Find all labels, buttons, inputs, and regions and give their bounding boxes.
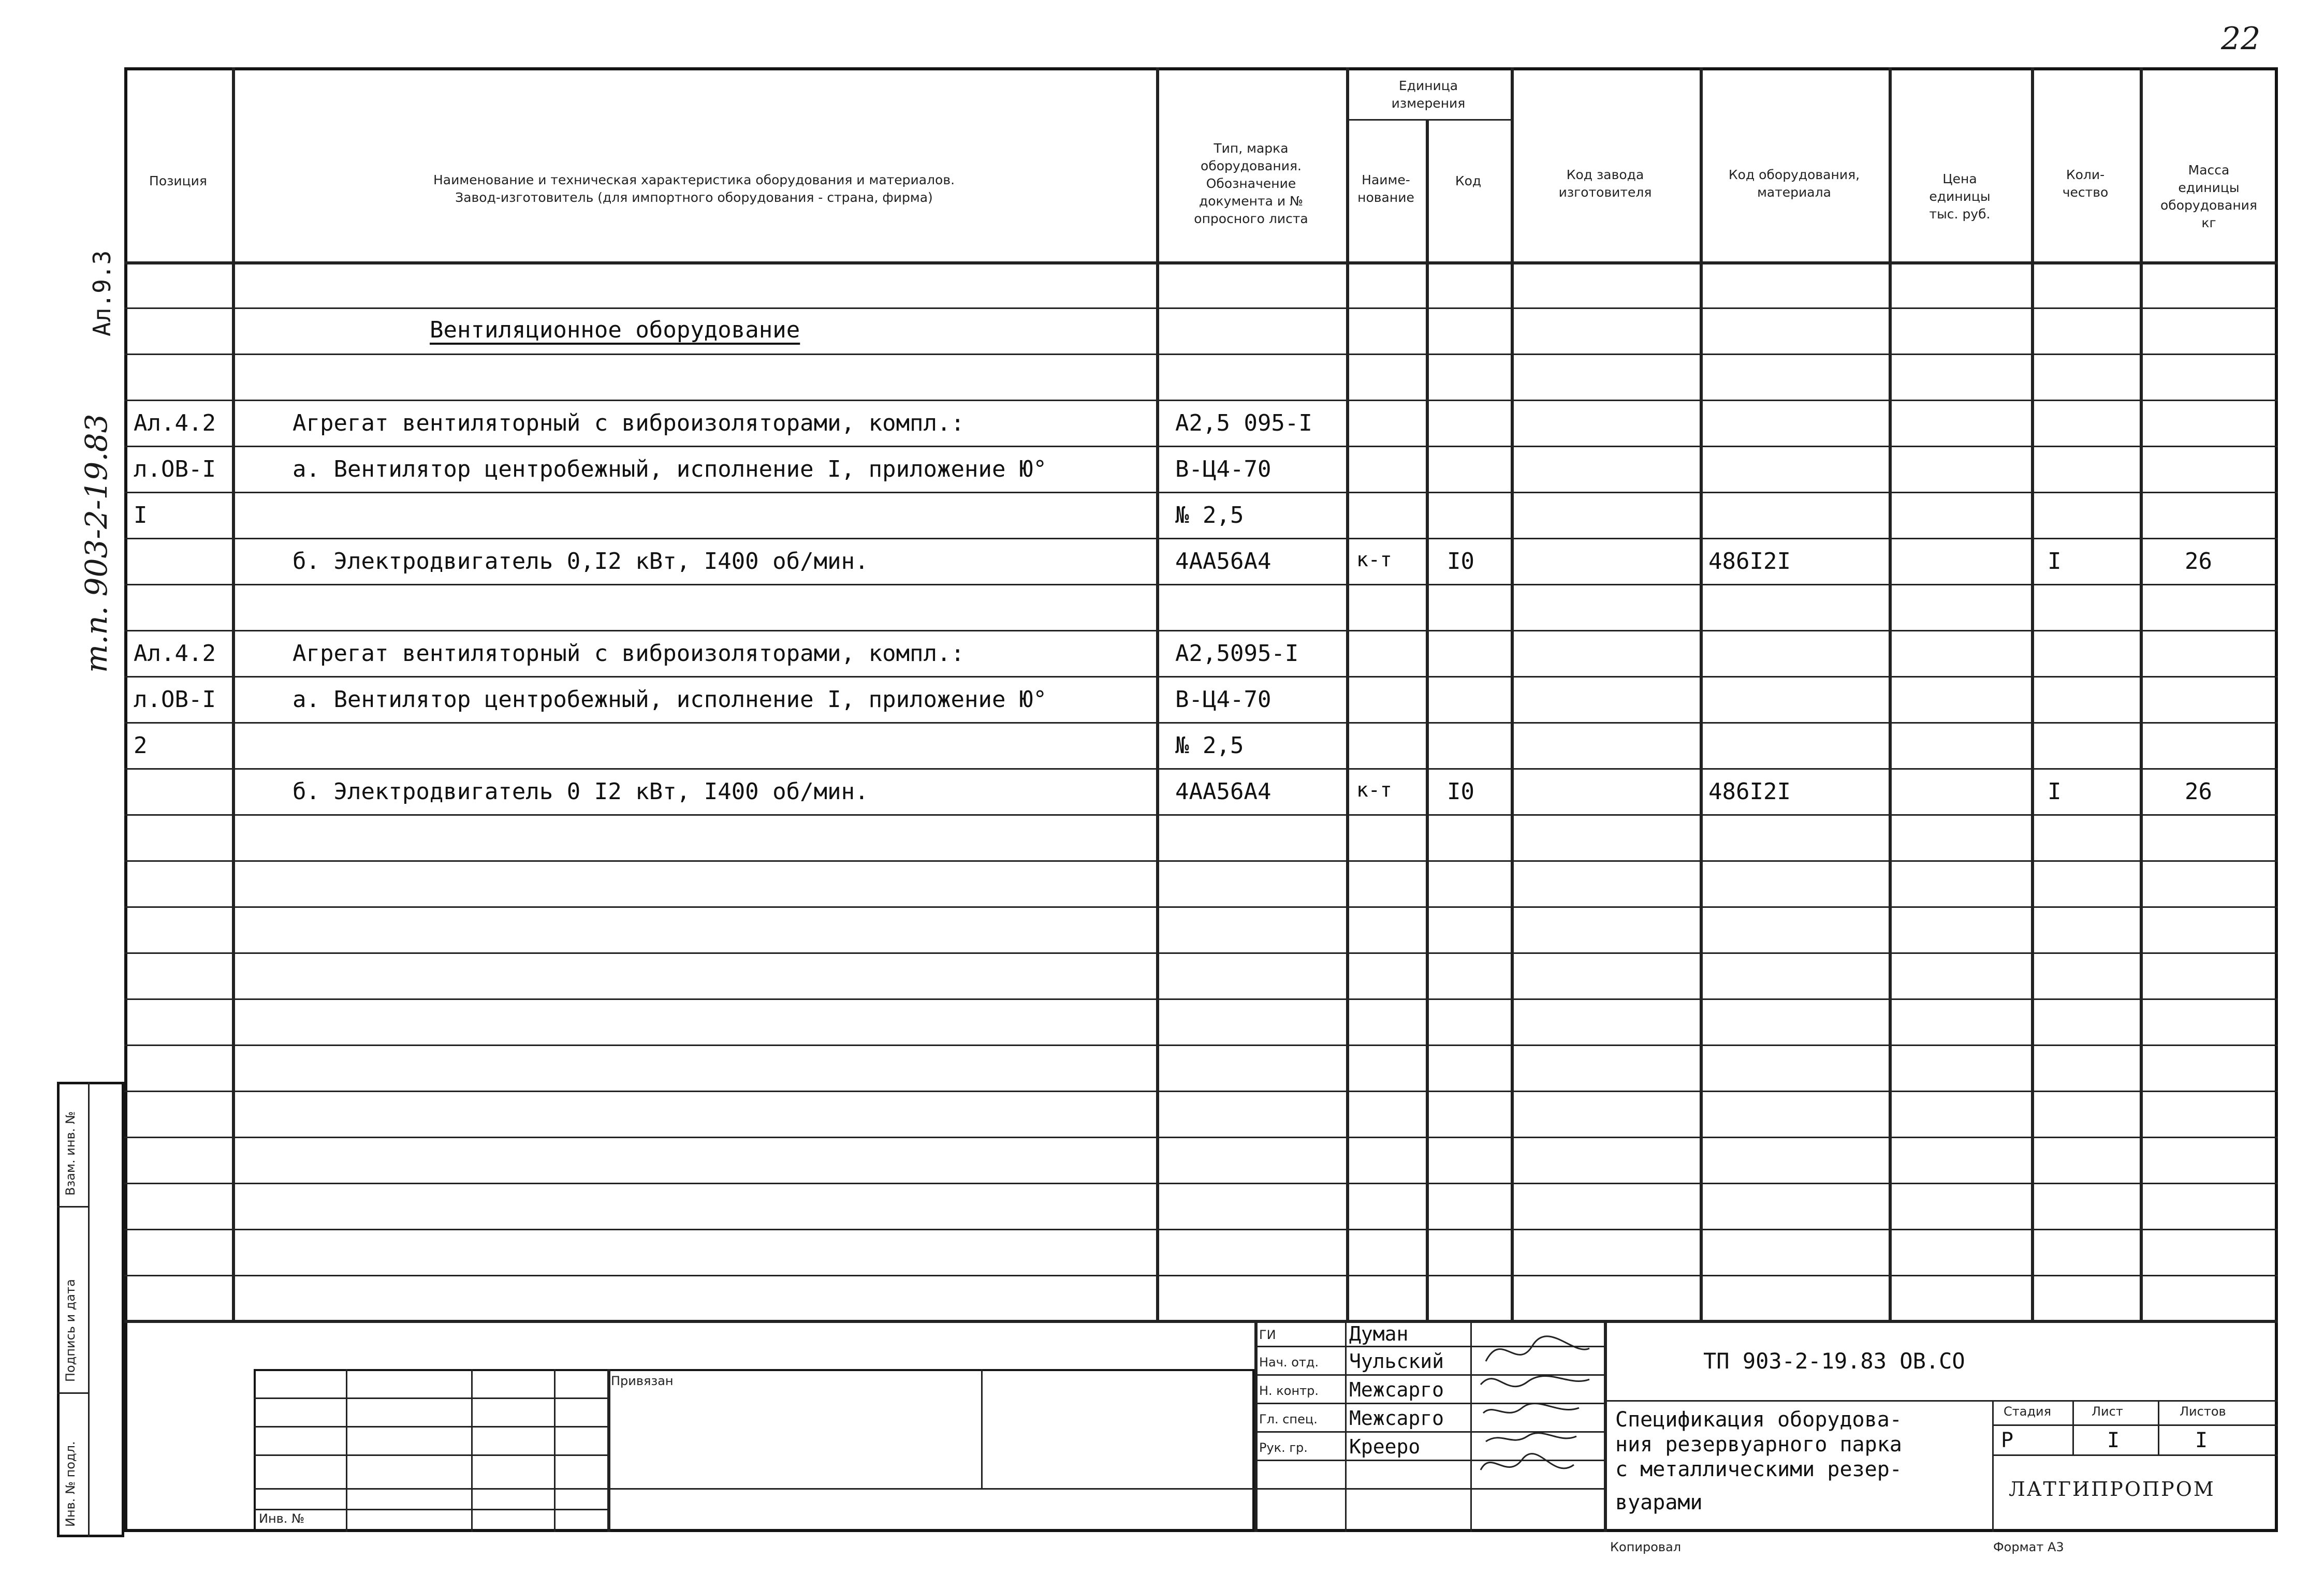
sheet-label: Лист [2092,1404,2123,1419]
row-line [124,1137,2278,1138]
copied-label: Копировал [1610,1540,1682,1554]
cell-position: Ал.4.2 [134,640,216,667]
row-line [124,1044,2278,1046]
title-line: Спецификация оборудова- [1615,1408,1902,1432]
header-mass: Масса единицы оборудования кг [2160,163,2257,230]
signatures [1470,1325,1605,1491]
cell-type: 4АА56А4 [1175,778,1271,805]
inv-no-label: Инв. № [259,1511,305,1526]
margin-album: Ал.9.3 [88,250,116,336]
row-line [124,307,2278,309]
row-line [124,860,2278,862]
cell-type: А2,5 095-I [1175,410,1312,436]
cell-position: л.ОВ-I [134,686,216,713]
sheet-value: I [2107,1429,2120,1452]
row-line [124,354,2278,355]
cell-equip-code: 486I2I [1708,778,1791,805]
row-line [124,768,2278,770]
cell-name: б. Электродвигатель 0,I2 кВт, I400 об/мин. [293,548,869,575]
row-line [124,1091,2278,1092]
row-line [124,630,2278,631]
page-number: 22 [2221,21,2261,57]
header-plant-code: Код завода изготовителя [1558,167,1652,200]
cell-qty: I [2048,548,2062,575]
role-label: Гл. спец. [1259,1412,1318,1426]
sheets-label: Листов [2180,1404,2226,1419]
row-line [124,814,2278,816]
cell-mass: 26 [2185,778,2212,805]
sheets-value: I [2195,1429,2208,1452]
row-line [124,998,2278,1000]
title-line: с металлическими резер- [1615,1458,1902,1481]
cell-name: Агрегат вентиляторный с виброизоляторами, компл.: [293,410,965,436]
cell-type: А2,5095-I [1175,640,1299,667]
revision-grid [254,1369,1254,1532]
cell-position: Ал.4.2 [134,410,216,436]
cell-name: б. Электродвигатель 0 I2 кВт, I400 об/мин. [293,778,869,805]
header-unit-code: Код [1455,173,1482,188]
cell-name: Агрегат вентиляторный с виброизоляторами, компл.: [293,640,965,667]
row-line [124,492,2278,493]
row-line [124,1275,2278,1276]
row-line [124,722,2278,724]
cell-name: а. Вентилятор центробежный, исполнение I, приложение Ю° [293,456,1047,482]
section-title: Вентиляционное оборудование [430,317,800,343]
row-line [124,446,2278,447]
cell-type: В-Ц4-70 [1175,686,1271,713]
role-label: Рук. гр. [1259,1440,1308,1455]
cell-unit: к-т [1356,778,1392,801]
row-line [124,400,2278,401]
header-name: Наименование и техническая характеристика оборудования и материалов. Завод-изготовитель (для импортного оборудования - страна, фирма) [433,172,955,205]
format-label: Формат А3 [1993,1540,2064,1554]
row-line [124,1229,2278,1230]
cell-name: а. Вентилятор центробежный, исполнение I, приложение Ю° [293,686,1047,713]
role-person: Межсарго [1349,1407,1444,1430]
title-line: ния резервуарного парка [1615,1433,1902,1456]
role-label: Нач. отд. [1259,1355,1319,1370]
organization-name: ЛАТГИПРОПРОМ [2009,1478,2215,1500]
row-line [124,584,2278,585]
margin-document-code: т.п. 903-2-19.83 [79,414,114,673]
header-price: Цена единицы тыс. руб. [1929,171,1991,222]
header-unit-group: Единица измерения [1391,78,1466,111]
row-line [124,1183,2278,1184]
stage-value: Р [2001,1429,2014,1452]
title-line: вуарами [1615,1491,1703,1514]
header-position: Позиция [149,173,207,188]
row-line [124,952,2278,954]
cell-type: 4АА56А4 [1175,548,1271,575]
cell-unit: к-т [1356,548,1392,571]
header-unit-name: Наиме- нование [1357,172,1414,205]
cell-position: 2 [134,732,148,759]
cell-type: № 2,5 [1175,732,1244,759]
role-label: ГИ [1259,1328,1276,1342]
row-line [124,906,2278,908]
role-person: Думан [1349,1322,1409,1345]
header-equip-code: Код оборудования, материала [1728,167,1860,200]
role-person: Межсарго [1349,1378,1444,1401]
document-code: ТП 903-2-19.83 ОВ.СО [1703,1348,1965,1374]
cell-unit-code: I0 [1447,778,1474,805]
cell-type: № 2,5 [1175,502,1244,528]
stage-label: Стадия [2004,1404,2052,1419]
privyazan-label: Привязан [611,1374,674,1388]
cell-equip-code: 486I2I [1708,548,1791,575]
side-stamp-podpis: Подпись и дата [63,1279,78,1382]
side-stamp-inv-podl: Инв. № подл. [63,1441,78,1527]
row-line [124,676,2278,678]
role-label: Н. контр. [1259,1384,1319,1398]
cell-qty: I [2048,778,2062,805]
cell-position: I [134,502,148,528]
role-person: Чульский [1349,1350,1444,1373]
cell-unit-code: I0 [1447,548,1474,575]
header-qty: Коли- чество [2062,167,2109,200]
role-person: Крееро [1349,1435,1421,1458]
row-line [124,538,2278,539]
header-type: Тип, марка оборудования. Обозначение документа и № опросного листа [1194,141,1308,226]
cell-position: л.ОВ-I [134,456,216,482]
side-stamp-vzam: Взам. инв. № [63,1111,78,1196]
cell-mass: 26 [2185,548,2212,575]
cell-type: В-Ц4-70 [1175,456,1271,482]
